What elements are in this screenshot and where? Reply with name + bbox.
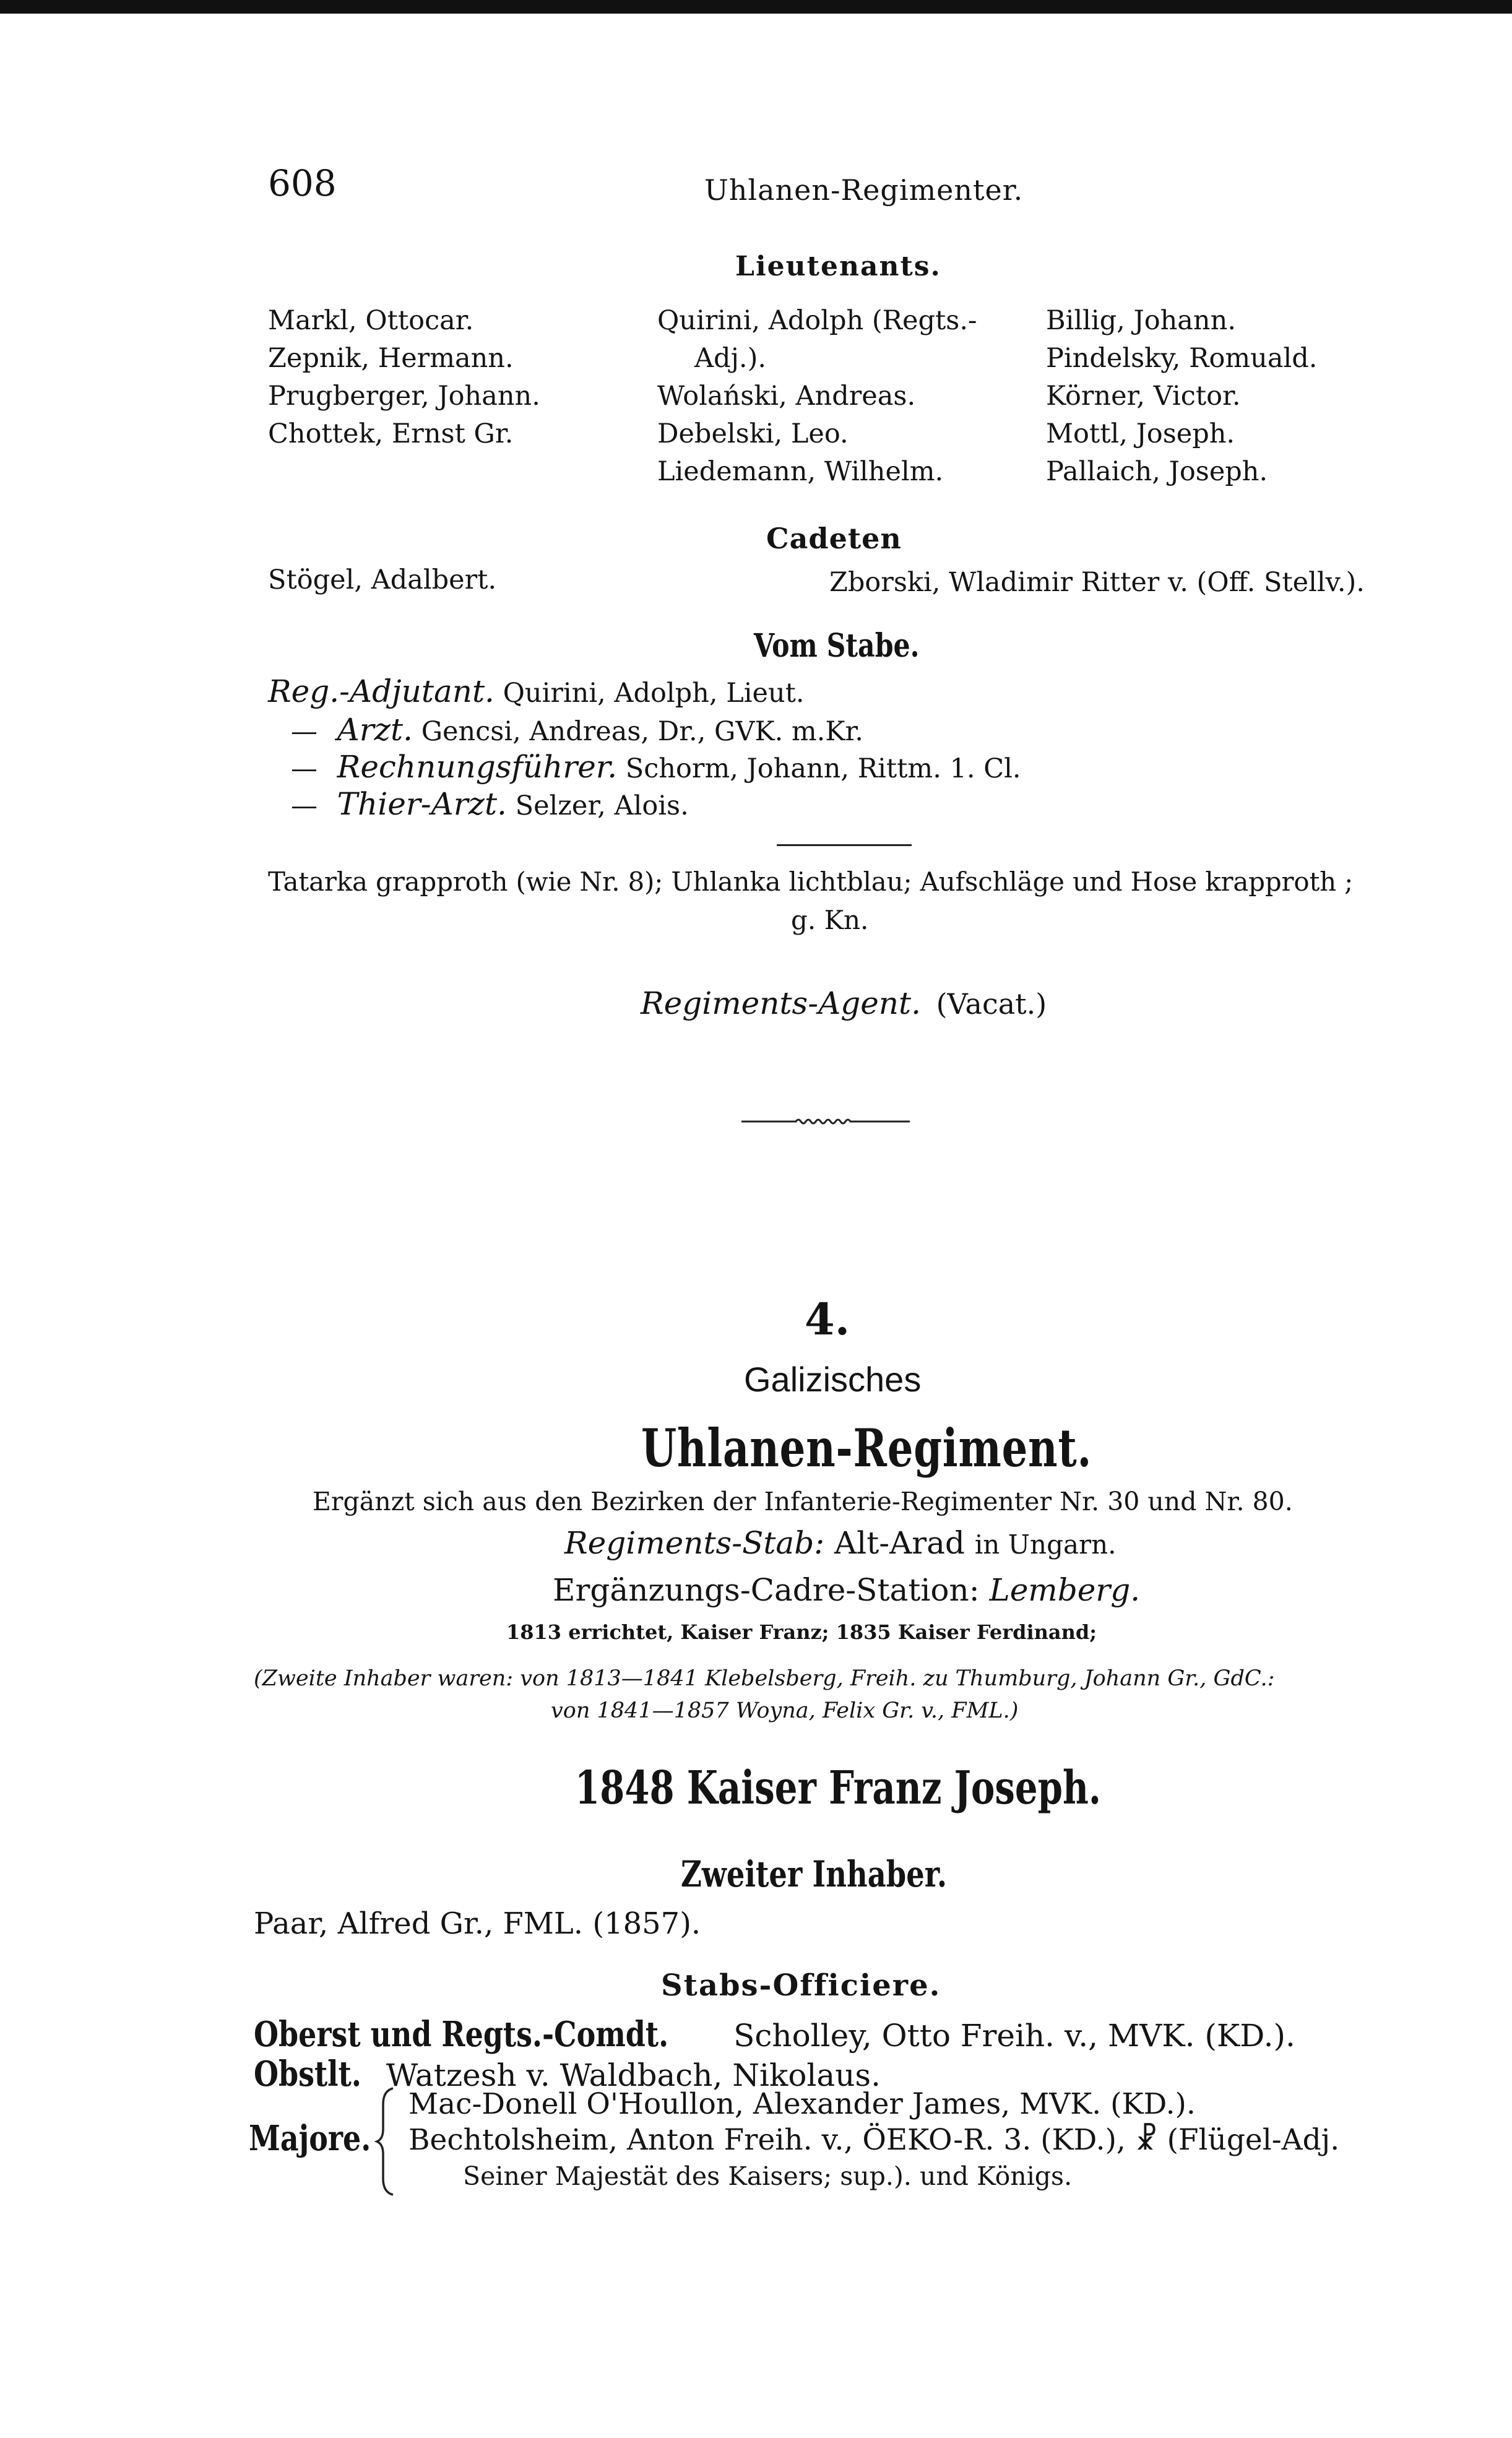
- stabe-name: Schorm, Johann, Rittm. 1. Cl.: [625, 753, 1021, 784]
- stabe-dash: —: [291, 753, 318, 784]
- majore-label: Majore.: [249, 2118, 371, 2159]
- stabe-row: [291, 749, 1021, 785]
- stabe-dash: —: [291, 790, 318, 821]
- second-owner-heading: Zweiter Inhaber.: [681, 1853, 948, 1895]
- stab-suffix: in Ungarn.: [974, 1529, 1117, 1560]
- divider: [777, 844, 912, 846]
- wavy-rule-graphic: [741, 1117, 910, 1126]
- cadre-value: Lemberg.: [989, 1572, 1141, 1608]
- running-title: Uhlanen-Regimenter.: [704, 173, 1024, 207]
- majore-brace: [374, 2086, 399, 2197]
- cadeten-left: Stögel, Adalbert.: [268, 564, 497, 595]
- oberst-value: Scholley, Otto Freih. v., MVK. (KD.).: [733, 2018, 1295, 2054]
- majore-2: Bechtolsheim, Anton Freih. v., ÖEKO-R. 3. (KD.), ☧ (Flügel-Adj.: [408, 2123, 1340, 2157]
- list-item: Pallaich, Joseph.: [1046, 456, 1268, 487]
- uniform-line-2: g. Kn.: [791, 905, 869, 935]
- list-item: Zepnik, Hermann.: [268, 343, 514, 374]
- list-item: Körner, Victor.: [1046, 381, 1241, 412]
- agent-value: (Vacat.): [936, 987, 1047, 1021]
- stab-value: Alt-Arad: [834, 1525, 965, 1561]
- page-number: 608: [268, 162, 337, 204]
- stabe-row: [291, 712, 863, 748]
- ornamental-rule: [741, 1117, 910, 1126]
- majore-1: Mac-Donell O'Houllon, Alexander James, MVK. (KD.).: [408, 2087, 1196, 2121]
- stabe-role: Reg.-Adjutant.: [268, 673, 495, 709]
- stabs-officiere-heading: Stabs-Officiere.: [661, 1968, 941, 2003]
- stabe-row: [291, 786, 689, 822]
- oberst-line: [254, 2014, 1295, 2055]
- stab-label: Regiments-Stab:: [564, 1525, 825, 1561]
- obstlt-value: Watzesh v. Waldbach, Nikolaus.: [386, 2057, 881, 2093]
- cadre-label: Ergänzungs-Cadre-Station:: [553, 1572, 980, 1608]
- lieutenants-column-3: [1046, 302, 1317, 491]
- list-item: Pindelsky, Romuald.: [1046, 343, 1318, 374]
- regiment-number: 4.: [805, 1294, 850, 1345]
- uniform-line-1: Tatarka grapproth (wie Nr. 8); Uhlanka lichtblau; Aufschläge und Hose krapproth ;: [268, 867, 1354, 897]
- agent-line: [641, 985, 1047, 1021]
- lieutenants-column-1: [268, 302, 540, 453]
- second-owner: Paar, Alfred Gr., FML. (1857).: [254, 1906, 701, 1941]
- brace-graphic: [374, 2086, 399, 2197]
- former-owners-line-1: (Zweite Inhaber waren: von 1813—1841 Klebelsberg, Freih. zu Thumburg, Johann Gr., GdC.:: [254, 1666, 1275, 1691]
- cadeten-right: Zborski, Wladimir Ritter v. (Off. Stellv.).: [829, 567, 1365, 598]
- stabe-name: Gencsi, Andreas, Dr., GVK. m.Kr.: [421, 716, 863, 747]
- stabe-role: Arzt.: [337, 712, 413, 748]
- regiment-recruit-line: Ergänzt sich aus den Bezirken der Infanterie-Regimenter Nr. 30 und Nr. 80.: [313, 1487, 1293, 1516]
- oberst-label: Oberst und Regts.-Comdt.: [254, 2014, 669, 2055]
- list-item: Liedemann, Wilhelm.: [657, 456, 944, 487]
- regiment-founded: 1813 errichtet, Kaiser Franz; 1835 Kaiser Ferdinand;: [506, 1620, 1097, 1644]
- stabe-role: Rechnungsführer.: [337, 749, 618, 785]
- vom-stabe-heading: Vom Stabe.: [754, 627, 920, 665]
- list-item: Markl, Ottocar.: [268, 305, 474, 336]
- lieutenants-column-2: [657, 302, 977, 491]
- former-owners-line-2: von 1841—1857 Woyna, Felix Gr. v., FML.): [551, 1698, 1019, 1723]
- regiment-cadre-line: [553, 1572, 1140, 1608]
- stabe-role: Thier-Arzt.: [337, 786, 507, 822]
- regiment-subtitle: Galizisches: [744, 1360, 922, 1399]
- stabe-row: [268, 673, 805, 709]
- list-item: Wolański, Andreas.: [657, 381, 916, 412]
- regiment-owner: 1848 Kaiser Franz Joseph.: [575, 1761, 1102, 1815]
- cadeten-heading: Cadeten: [766, 522, 902, 555]
- obstlt-label: Obstlt.: [254, 2054, 361, 2094]
- list-item: Adj.).: [694, 343, 767, 374]
- agent-label: Regiments-Agent.: [641, 985, 921, 1021]
- lieutenants-heading: Lieutenants.: [735, 251, 941, 282]
- list-item: Chottek, Ernst Gr.: [268, 418, 514, 449]
- majore-3: Seiner Majestät des Kaisers; sup.). und Königs.: [463, 2161, 1073, 2191]
- list-item: Quirini, Adolph (Regts.-: [657, 305, 977, 336]
- stabe-dash: —: [291, 716, 318, 747]
- stabe-name: Selzer, Alois.: [515, 790, 689, 821]
- list-item: Mottl, Joseph.: [1046, 418, 1235, 449]
- regiment-stab-line: [564, 1525, 1117, 1561]
- stabe-name: Quirini, Adolph, Lieut.: [503, 678, 805, 709]
- list-item: Debelski, Leo.: [657, 418, 849, 449]
- list-item: Prugberger, Johann.: [268, 381, 540, 412]
- list-item: Billig, Johann.: [1046, 305, 1236, 336]
- regiment-title: Uhlanen-Regiment.: [641, 1417, 1092, 1479]
